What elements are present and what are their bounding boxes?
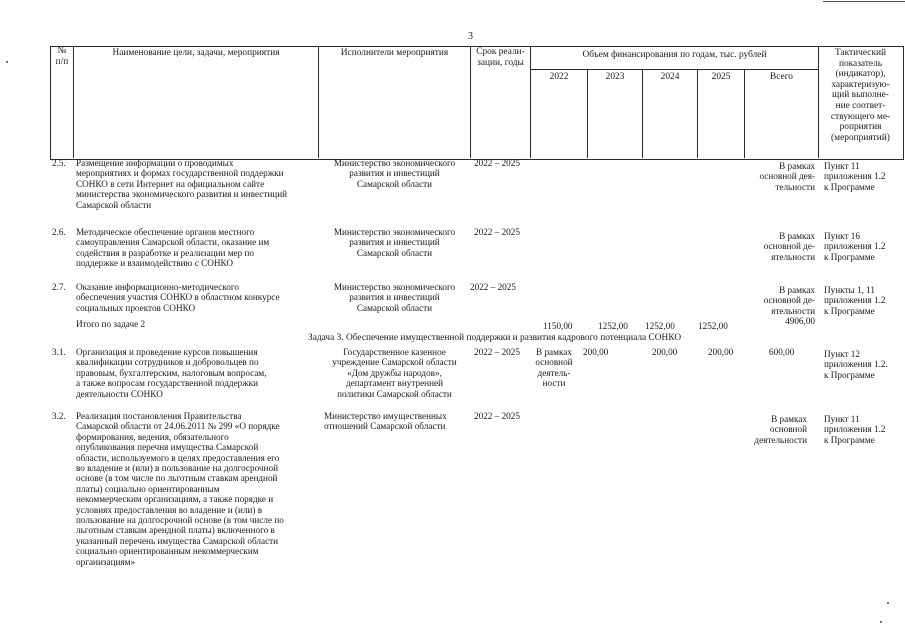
scan-speck (6, 61, 8, 63)
top-rule (823, 1, 905, 2)
row-executor: Министерство экономического развития и инвестиций Самарской области (333, 227, 456, 258)
row-indicator: Пункт 12 приложения 1.2. к Программе (824, 349, 888, 380)
row-2025: 200,00 (708, 347, 734, 357)
row-executor: Министерство имущественных отношений Самарской области (324, 411, 447, 432)
row-name: Реализация постановления Правительства Самарской области от 24.06.2011 № 299 «О порядке формирования, ведения, обязательного опубликования перечня имущества Самарской области, используемого в целях предоставления его во владение и (или) в пользование на долгосрочной основе (в том числе по льготным ставкам арендной платы) социально ориентированным некоммерческим организациям, а также порядке и условиях предоставления во владение и (или) в пользование на долгосрочной основе (в том числе по льготным ставкам арендной платы) включенного в указанный перечень имущества Самарской области социально ориентированным некоммерческим организациям» (76, 411, 284, 567)
row-num: 3.2. (52, 411, 66, 421)
header-finance: Объем финансирования по годам, тыс. рублей (582, 50, 767, 60)
task2-total-label: Итого по задаче 2 (76, 319, 146, 329)
row-total: В рамках основной дея- тельности (759, 161, 815, 192)
row-indicator: Пункт 11 приложения 1.2 к Программе (824, 414, 886, 445)
row-name: Размещение информации о проводимых мероприятиях и формах государственной поддержки СОНКО в сети Интернет на официальном сайте министерства экономического развития и инвестиций Самарской области (76, 158, 288, 210)
row-2023: 200,00 (583, 347, 609, 357)
row-term: 2022 – 2025 (474, 347, 520, 357)
row-executor: Министерство экономического развития и инвестиций Самарской области (333, 158, 456, 189)
row-num: 2.7. (52, 282, 66, 292)
row-term: 2022 – 2025 (474, 411, 520, 421)
scan-speck (880, 621, 882, 623)
header-year-2022: 2022 (549, 72, 569, 82)
row-name: Оказание информационно-методического обеспечения участия СОНКО в областном конкурсе социальных проектов СОНКО (76, 282, 280, 313)
header-year-2023: 2023 (605, 72, 625, 82)
row-num: 2.5. (52, 158, 66, 168)
row-term: 2022 – 2025 (474, 158, 520, 168)
task3-heading: Задача 3. Обеспечение имущественной поддержки и развития кадрового потенциала СОНКО (308, 333, 682, 343)
row-2022: 1150,00 (543, 321, 573, 331)
row-total: В рамках основной де- ятельности (763, 231, 815, 262)
header-indicator: Тактический показатель (индикатор), характеризую- щий выполне- ние соответ- ствующего ме- роприятия (мероприятий) (830, 48, 891, 143)
row-2024: 200,00 (652, 347, 678, 357)
header-year-2025: 2025 (711, 72, 731, 82)
row-indicator: Пункт 16 приложения 1.2 к Программе (824, 231, 886, 262)
col-divider (530, 46, 531, 158)
col-divider (73, 46, 74, 158)
row-term: 2022 – 2025 (474, 227, 520, 237)
row-indicator: Пункты 1, 11 приложения 1.2 к Программе (824, 285, 886, 316)
row-2023: 1252,00 (598, 321, 628, 331)
header-executors: Исполнители мероприятия (340, 48, 449, 58)
header-name: Наименование цели, задачи, мероприятия (112, 48, 280, 58)
row-total: 600,00 (769, 347, 795, 357)
col-divider (318, 46, 319, 158)
row-total: В рамках основной деятельности (754, 414, 807, 445)
row-executor: Министерство экономического развития и инвестиций Самарской области (333, 282, 456, 313)
row-name: Организация и проведение курсов повышения квалификации сотрудников и добровольцев по правовым, бухгалтерским, налоговым вопросам, а также вопросам государственной поддержки деятельности СОНКО (76, 347, 267, 399)
scan-speck (887, 602, 889, 604)
header-total: Всего (770, 72, 793, 82)
header-num: № п/п (55, 46, 69, 67)
row-2022: В рамках основной деятель- ности (535, 347, 573, 389)
row-name: Методическое обеспечение органов местного самоуправления Самарской области, оказание им содействия в разработке и реализации мер по поддержке и взаимодействию с СОНКО (76, 227, 270, 269)
finance-sub-divider (530, 69, 818, 70)
row-indicator: Пункт 11 приложения 1.2 к Программе (824, 161, 886, 192)
row-2024: 1252,00 (645, 321, 675, 331)
row-2025: 1252,00 (698, 321, 728, 331)
row-total: В рамках основной де- ятельности 4906,00 (763, 285, 815, 327)
header-term: Срок реали- зации, годы (476, 47, 525, 68)
page-number: 3 (468, 31, 473, 42)
row-executor: Государственное казенное учреждение Самарской области «Дом дружбы народов», департамент внутренней политики Самарской области (332, 347, 457, 399)
row-num: 2.6. (52, 227, 66, 237)
row-term: 2022 – 2025 (470, 282, 516, 292)
row-num: 3.1. (52, 347, 66, 357)
header-year-2024: 2024 (660, 72, 680, 82)
